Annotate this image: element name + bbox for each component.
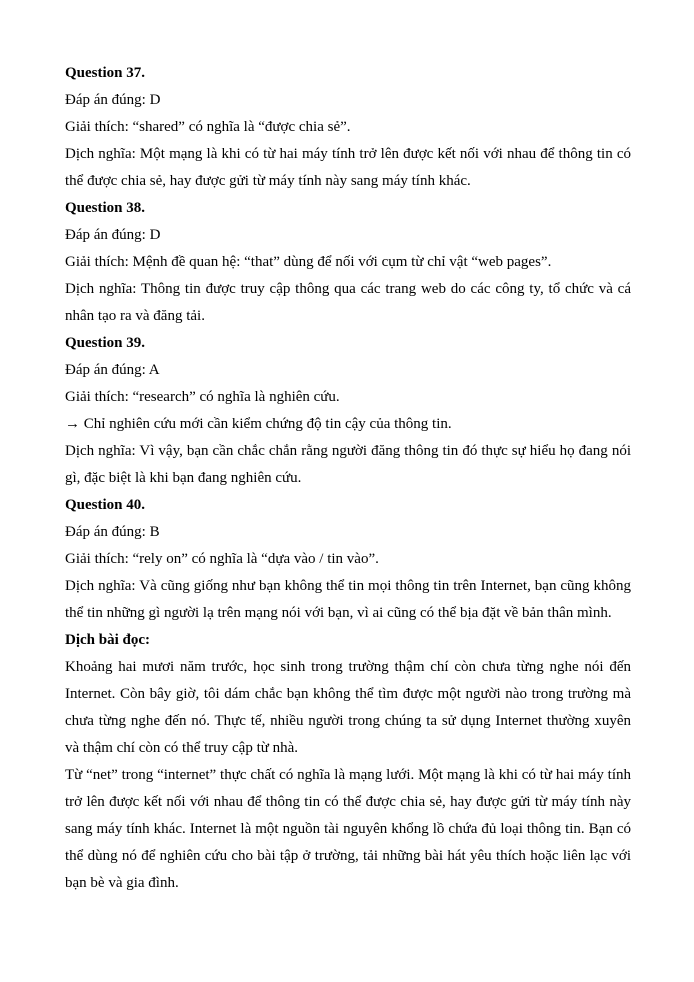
paragraph: → Chỉ nghiên cứu mới cần kiểm chứng độ tin cậy của thông tin. <box>65 416 452 432</box>
section-heading: Question 40. <box>65 497 146 513</box>
paragraph: Từ “net” trong “internet” thực chất có nghĩa là mạng lưới. Một mạng là khi có từ hai máy tính trở lên được kết nối với nhau để thông tin có thể được chia sẻ, hay được gửi từ máy tính này sang máy tính khác. Internet là một nguồn tài nguyên khổng lồ chứa đủ loại thông tin. Bạn có thể dùng nó để nghiên cứu cho bài tập ở trường, tải những bài hát yêu thích hoặc liên lạc với bạn bè và gia đình. <box>65 767 631 891</box>
paragraph: Đáp án đúng: A <box>65 362 160 378</box>
paragraph: Đáp án đúng: D <box>65 92 161 108</box>
paragraph: Dịch nghĩa: Thông tin được truy cập thông qua các trang web do các công ty, tổ chức và cá nhân tạo ra và đăng tải. <box>65 281 631 324</box>
paragraph: Giải thích: “research” có nghĩa là nghiên cứu. <box>65 389 340 405</box>
section-heading: Dịch bài đọc: <box>65 632 151 648</box>
section-heading: Question 39. <box>65 335 146 351</box>
paragraph: Giải thích: “shared” có nghĩa là “được chia sẻ”. <box>65 119 351 135</box>
paragraph: Giải thích: “rely on” có nghĩa là “dựa vào / tin vào”. <box>65 551 379 567</box>
paragraph: Đáp án đúng: D <box>65 227 161 243</box>
document-content <box>65 60 631 897</box>
paragraph: Dịch nghĩa: Một mạng là khi có từ hai máy tính trở lên được kết nối với nhau để thông tin có thể được chia sẻ, hay được gửi từ máy tính này sang máy tính khác. <box>65 146 631 189</box>
paragraph: Đáp án đúng: B <box>65 524 160 540</box>
section-heading: Question 37. <box>65 65 146 81</box>
paragraph: Dịch nghĩa: Và cũng giống như bạn không thể tin mọi thông tin trên Internet, bạn cũng không thể tin những gì người lạ trên mạng nói với bạn, vì ai cũng có thể bịa đặt về bản thân mình. <box>65 578 631 621</box>
paragraph: Giải thích: Mệnh đề quan hệ: “that” dùng để nối với cụm từ chỉ vật “web pages”. <box>65 254 552 270</box>
paragraph: Khoảng hai mươi năm trước, học sinh trong trường thậm chí còn chưa từng nghe nói đến Internet. Còn bây giờ, tôi dám chắc bạn không thể tìm được một người nào trong trường mà chưa từng nghe đến nó. Thực tế, nhiều người trong chúng ta sử dụng Internet thường xuyên và thậm chí còn có thể truy cập từ nhà. <box>65 659 631 756</box>
section-heading: Question 38. <box>65 200 146 216</box>
paragraph: Dịch nghĩa: Vì vậy, bạn cần chắc chắn rằng người đăng thông tin đó thực sự hiểu họ đang nói gì, đặc biệt là khi bạn đang nghiên cứu. <box>65 443 631 486</box>
